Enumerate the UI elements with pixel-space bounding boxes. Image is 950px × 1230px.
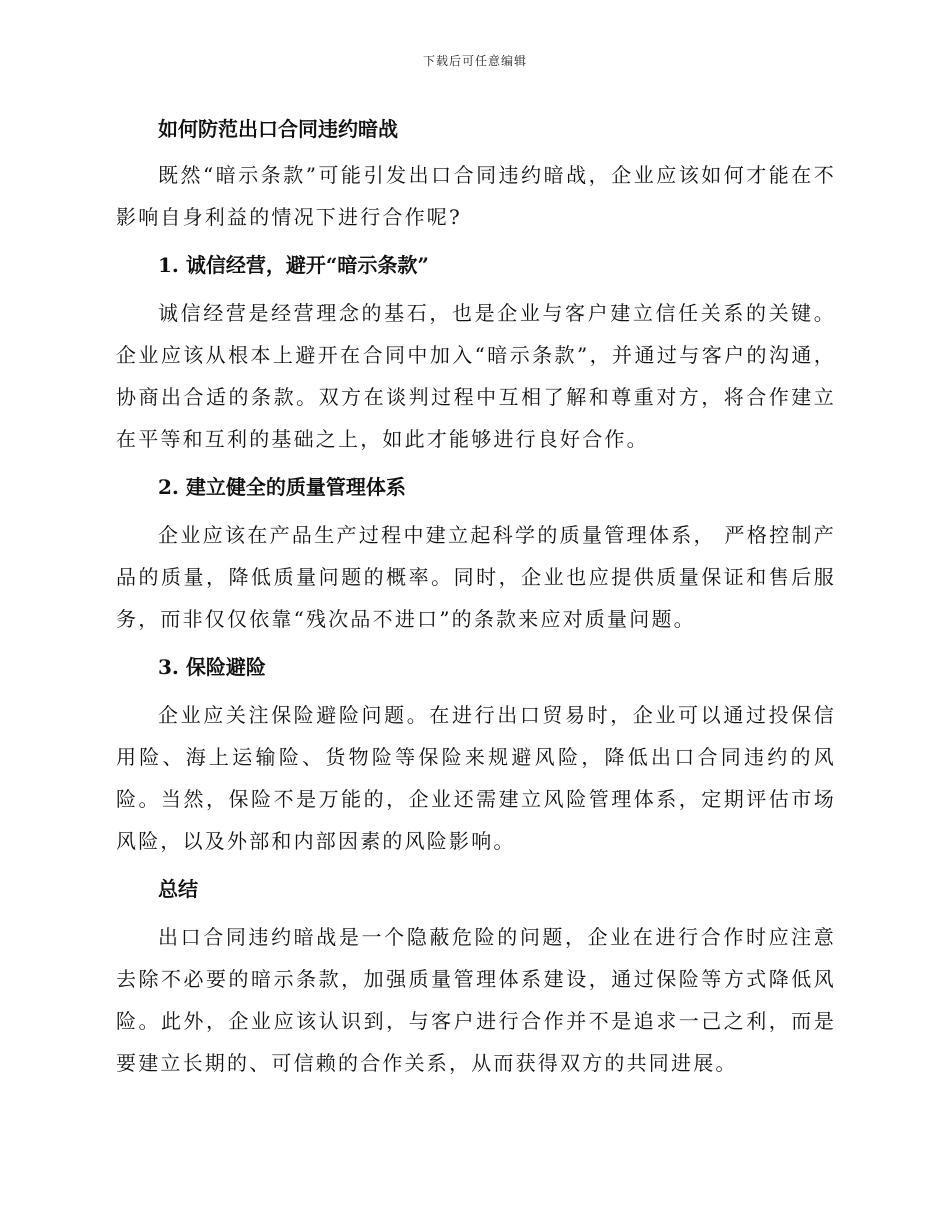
document-title: 如何防范出口合同违约暗战	[158, 117, 398, 141]
document-body	[116, 108, 836, 1084]
summary-body: 出口合同违约暗战是一个隐蔽危险的问题，企业在进行合作时应注意去除不必要的暗示条款，加强质量管理体系建设，通过保险等方式降低风险。此外，企业应该认识到，与客户进行合作并不是追求一己之利，而是要建立长期的、可信赖的合作关系，从而获得双方的共同进展。	[116, 925, 836, 1075]
section-heading-3: 3. 保险避险	[158, 655, 266, 679]
section-body-3: 企业应关注保险避险问题。在进行出口贸易时，企业可以通过投保信用险、海上运输险、货物险等保险来规避风险，降低出口合同违约的风险。当然，保险不是万能的，企业还需建立风险管理体系，定期评估市场风险，以及外部和内部因素的风险影响。	[116, 703, 836, 853]
intro-paragraph: 既然“暗示条款”可能引发出口合同违约暗战，企业应该如何才能在不影响自身利益的情况下进行合作呢?	[116, 163, 836, 229]
section-body-1: 诚信经营是经营理念的基石，也是企业与客户建立信任关系的关键。企业应该从根本上避开在合同中加入“暗示条款”，并通过与客户的沟通，协商出合适的条款。双方在谈判过程中互相了解和尊重对方，将合作建立在平等和互利的基础之上，如此才能够进行良好合作。	[116, 301, 836, 451]
page-header: 下载后可任意编辑	[422, 54, 527, 68]
summary-heading: 总结	[158, 877, 198, 901]
section-body-2: 企业应该在产品生产过程中建立起科学的质量管理体系， 严格控制产品的质量，降低质量问题的概率。同时，企业也应提供质量保证和售后服务，而非仅仅依靠“残次品不进口”的条款来应对质量问题。	[116, 523, 836, 631]
section-heading-1: 1. 诚信经营，避开“暗示条款”	[158, 253, 429, 277]
section-heading-2: 2. 建立健全的质量管理体系	[158, 475, 406, 499]
